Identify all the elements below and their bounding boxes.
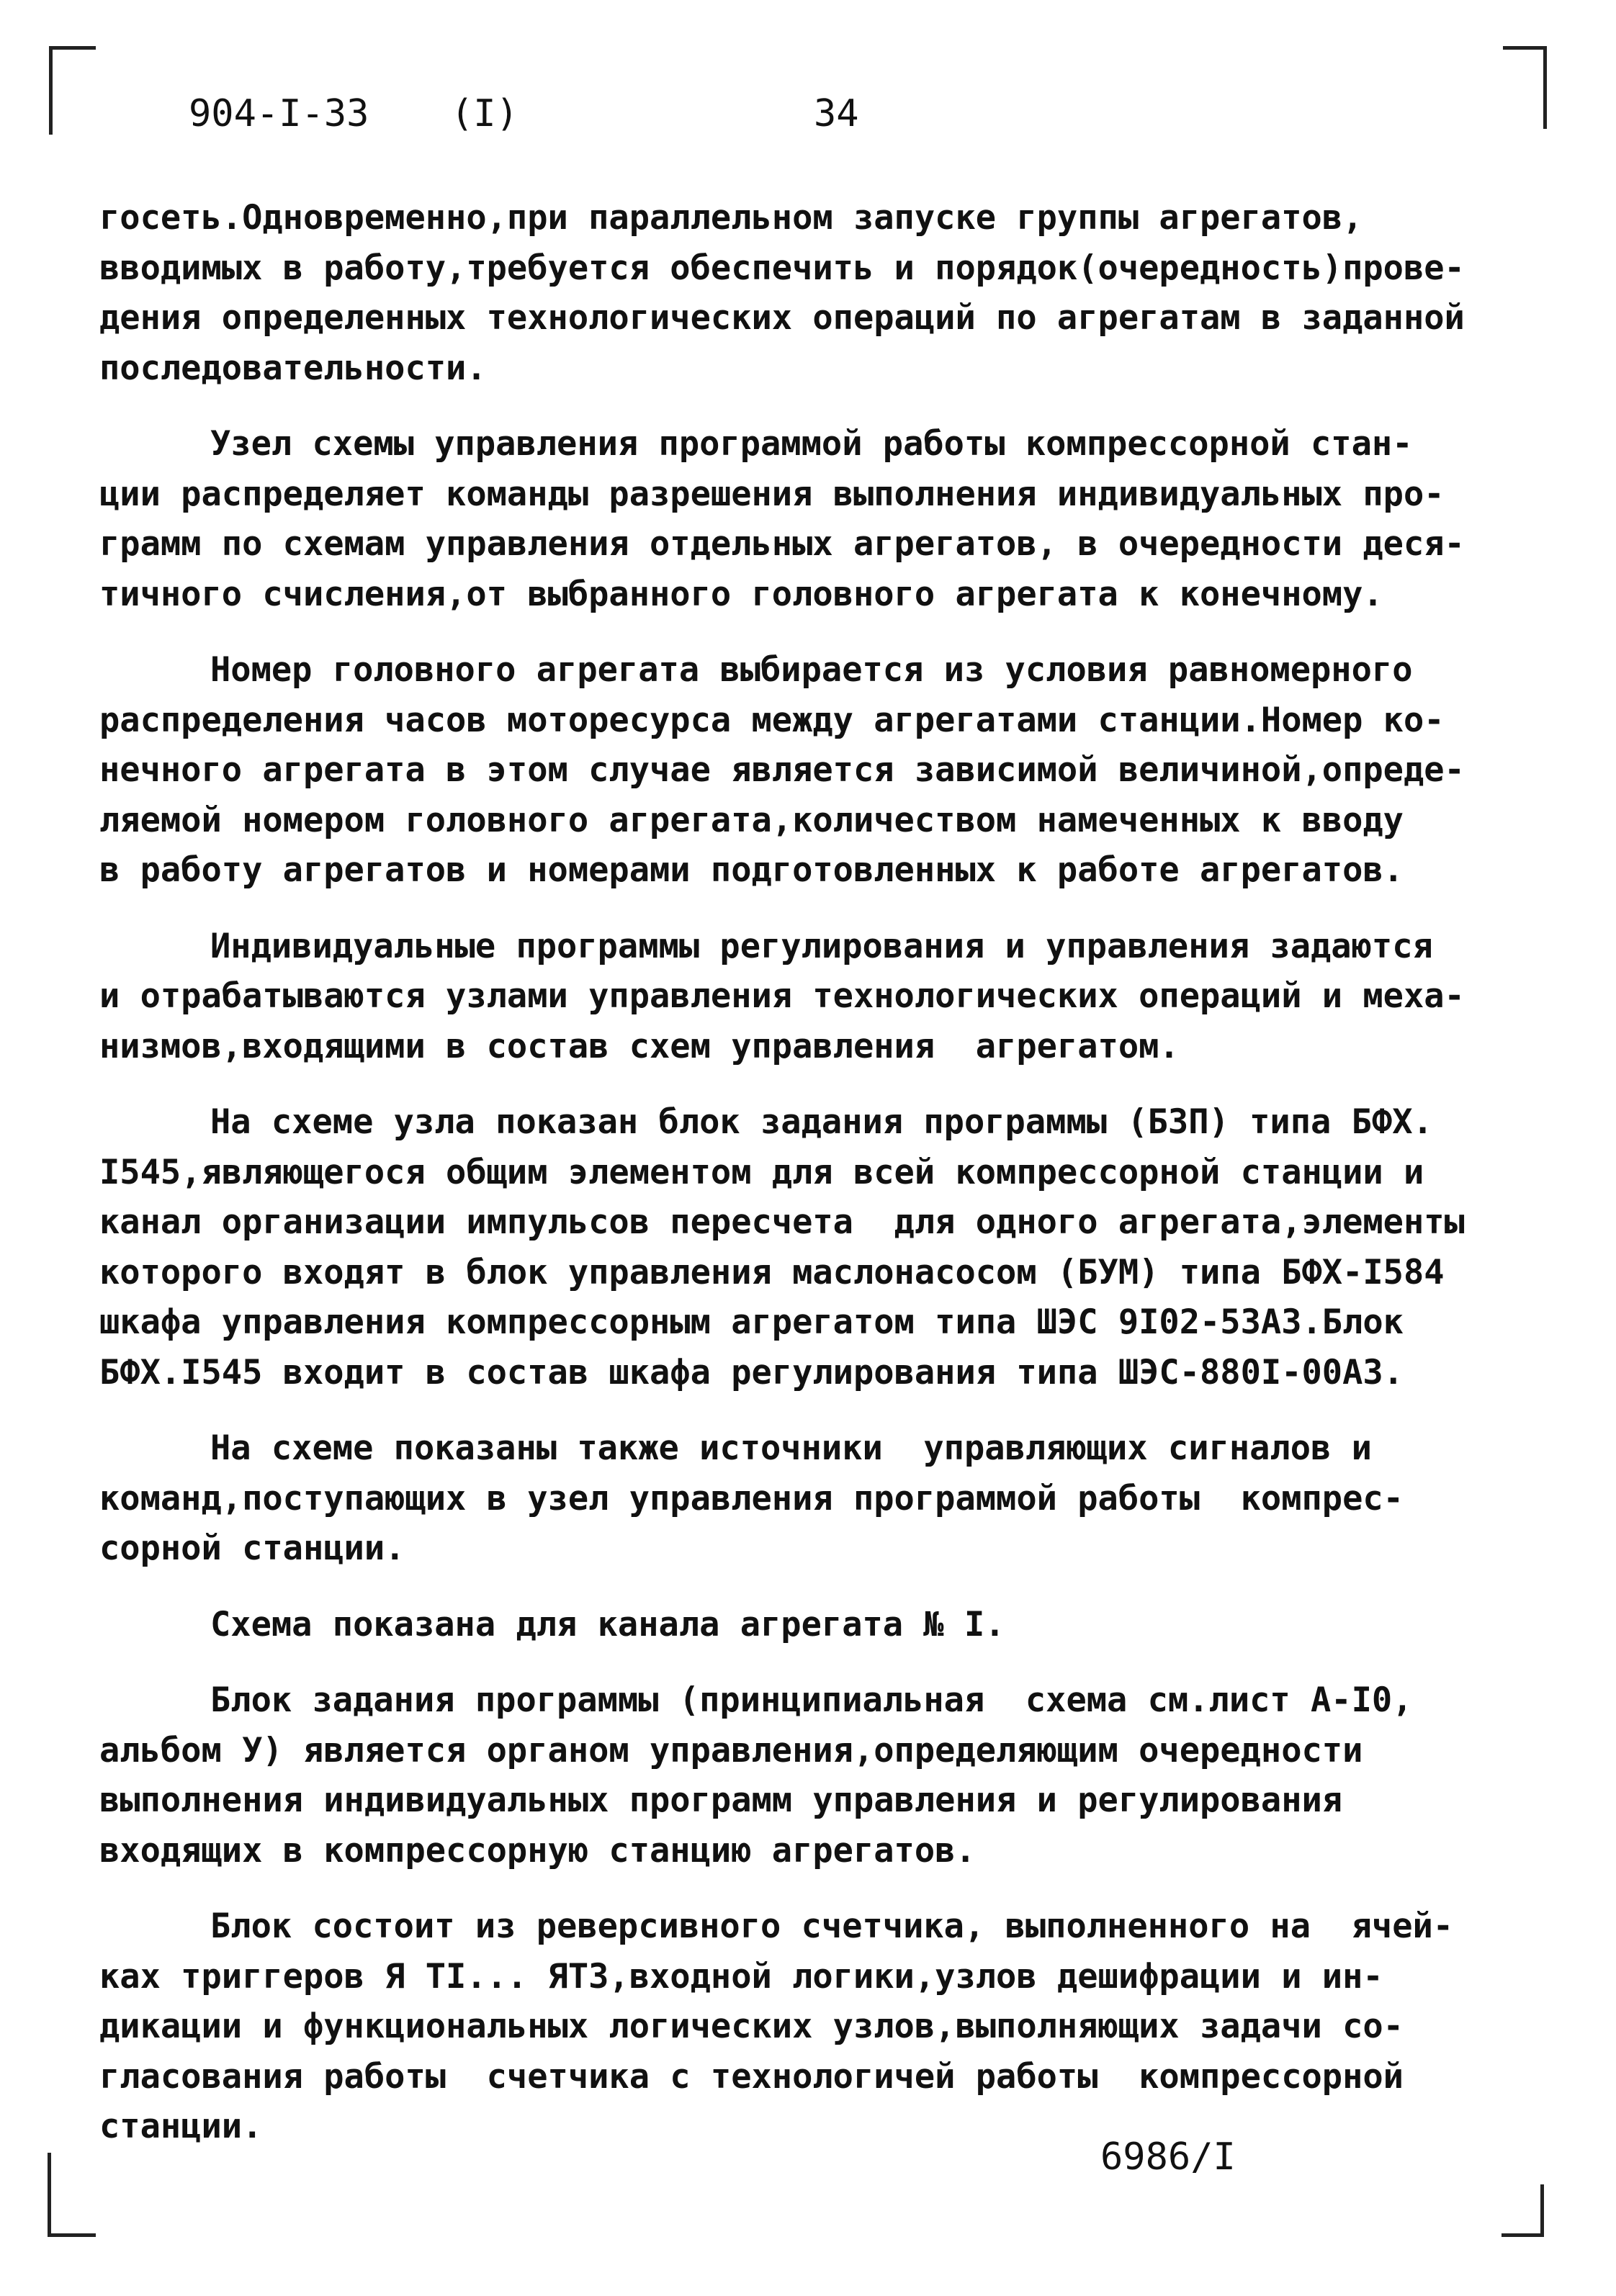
page-number: 34 [814,92,859,135]
body-text [99,193,1532,2178]
issue-number: (I) [451,92,519,135]
text-line: шкафа управления компрессорным агрегатом типа ШЭС 9I02-53А3.Блок [99,1302,1404,1342]
paragraph [99,1423,1532,1574]
text-line: и отрабатываются узлами управления технологических операций и меха- [99,976,1465,1016]
text-line: I545,являющегося общим элементом для всей компрессорной станции и [99,1152,1424,1192]
text-line: На схеме показаны также источники управляющих сигналов и [210,1428,1372,1468]
text-line: нечного агрегата в этом случае является зависимой величиной,опреде- [99,750,1465,790]
text-line: которого входят в блок управления маслонасосом (БУМ) типа БФХ-I584 [99,1252,1445,1292]
text-line: в работу агрегатов и номерами подготовленных к работе агрегатов. [99,850,1404,890]
text-line: команд,поступающих в узел управления программой работы компрес- [99,1478,1404,1518]
paragraph [99,419,1532,619]
text-line: ции распределяет команды разрешения выполнения индивидуальных про- [99,474,1445,514]
text-line: последовательности. [99,348,487,388]
paragraph [99,645,1532,896]
text-line: вводимых в работу,требуется обеспечить и порядок(очередность)прове- [99,248,1465,288]
text-line: низмов,входящими в состав схем управления агрегатом. [99,1026,1180,1066]
text-line: распределения часов моторесурса между агрегатами станции.Номер ко- [99,700,1445,740]
text-line: гласования работы счетчика с технологичей работы компрессорной [99,2056,1404,2097]
paragraph [99,193,1532,393]
paragraph [99,1097,1532,1397]
text-line: канал организации импульсов пересчета для одного агрегата,элементы [99,1202,1465,1242]
text-line: На схеме узла показан блок задания программы (БЗП) типа БФХ. [210,1102,1433,1142]
paragraph [99,922,1532,1072]
text-line: сорной станции. [99,1529,405,1568]
document-code: 904-I-33 [189,92,369,135]
corner-mark-top-right [1503,46,1547,129]
text-line: Схема показана для канала агрегата № I. [210,1604,1005,1644]
paragraph [99,1675,1532,1876]
text-line: госеть.Одновременно,при параллельном запуске группы агрегатов, [99,198,1363,238]
text-line: Блок состоит из реверсивного счетчика, выполненного на ячей- [210,1906,1454,1946]
text-line: Номер головного агрегата выбирается из условия равномерного [210,650,1413,690]
text-line: БФХ.I545 входит в состав шкафа регулирования типа ШЭС-880I-00А3. [99,1352,1404,1392]
corner-mark-top-left [49,46,96,135]
text-line: Индивидуальные программы регулирования и управления задаются [210,926,1433,966]
text-line: грамм по схемам управления отдельных агрегатов, в очередности деся- [99,524,1465,564]
paragraph [99,1901,1532,2152]
text-line: дения определенных технологических операций по агрегатам в заданной [99,298,1465,338]
text-line: входящих в компрессорную станцию агрегатов. [99,1830,976,1870]
paragraph [99,1600,1532,1650]
text-line: тичного счисления,от выбранного головного агрегата к конечному. [99,574,1383,614]
text-line: Блок задания программы (принципиальная схема см.лист А-I0, [210,1680,1413,1720]
document-number: 6986/I [1100,2135,1236,2179]
corner-mark-bottom-left [48,2153,96,2237]
text-line: дикации и функциональных логических узлов,выполняющих задачи со- [99,2007,1404,2046]
text-line: выполнения индивидуальных программ управления и регулирования [99,1780,1343,1820]
text-line: станции. [99,2107,263,2146]
text-line: альбом У) является органом управления,определяющим очередности [99,1730,1363,1770]
corner-mark-bottom-right [1501,2184,1544,2237]
text-line: Узел схемы управления программой работы компрессорной стан- [210,424,1413,464]
text-line: ляемой номером головного агрегата,количеством намеченных к вводу [99,800,1404,840]
text-line: ках триггеров Я ТI... ЯТ3,входной логики,узлов дешифрации и ин- [99,1956,1383,1996]
